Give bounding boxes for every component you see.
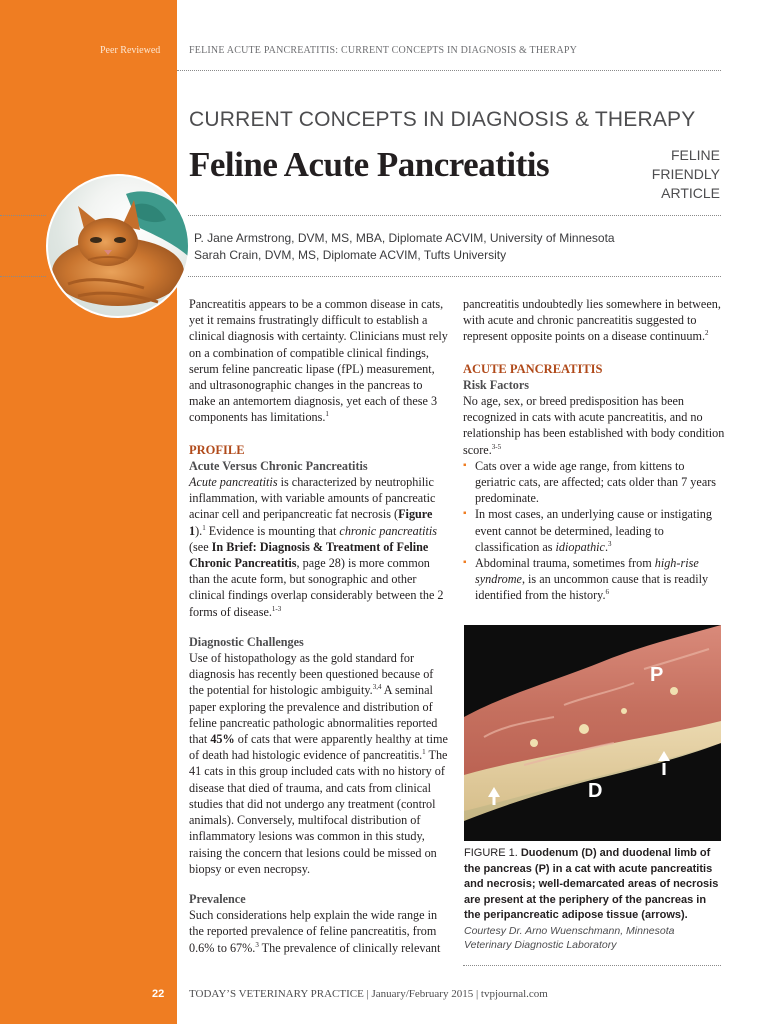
bullet-3-citation: 6 [605, 588, 610, 597]
bullet-2-text: In most cases, an underlying cause or instigating event cannot be determined, leading to classification as [475, 507, 712, 554]
intro-text: Pancreatitis appears to be a common disease in cats, yet it remains frustratingly difficult to establish a clinical diagnosis with certainty. Clinicians must rely on a combination of compatible clinical findings, serum feline pancreatic lipase (fPL) measurement, and ultrasonographic changes in the pancreas to make an antemortem diagnosis, yet each of these 3 components has limitations. [189, 297, 448, 425]
continuation-paragraph [463, 296, 727, 345]
acute-text-1: is characterized by neutrophilic inflammation, with variable amounts of pancreatic acinar cell and peripancreatic fat necrosis ( [189, 475, 436, 522]
diag-citation-1: 3,4 [372, 683, 382, 692]
in-brief-reference[interactable]: In Brief: Diagnosis & Treatment of Feline Chronic Pancreatitis [189, 539, 429, 571]
cont-citation: 2 [705, 329, 709, 338]
bullet-1-text: Cats over a wide age range, from kittens to geriatric cats, are affected; cats older than 7 years predominate. [475, 458, 717, 506]
list-item [463, 555, 727, 604]
acute-text-2: ). [195, 523, 203, 538]
acute-text-5: , page 28) is more common than the acute form, but sonographic and other clinical findings overlap considerably between the 2 forms of disease. [189, 556, 444, 619]
badge-line-2: FRIENDLY [651, 166, 720, 182]
column-1 [189, 296, 451, 956]
bullet-3-text-2: , is an uncommon cause that is readily identified from the history. [475, 572, 709, 603]
peer-reviewed-label: Peer Reviewed [100, 45, 161, 56]
figure-1-link[interactable]: Figure 1 [189, 507, 433, 538]
cat-photo [46, 174, 190, 318]
author-2: Sarah Crain, DVM, MS, Diplomate ACVIM, Tufts University [194, 248, 507, 262]
risk-factor-list [463, 458, 727, 604]
prevalence-paragraph [189, 907, 451, 956]
diagnostic-challenges-heading: Diagnostic Challenges [189, 634, 304, 649]
figure-label-d: D [588, 780, 603, 802]
title-divider [188, 215, 721, 216]
figure-caption-text: Duodenum (D) and duodenal limb of the pancreas (P) in a cat with acute pancreatitis and necrosis; well-demarcated areas of necrosis are present at the periphery of the pancreas in the peripancreatic adipose tissue (arrows). [464, 847, 719, 921]
risk-factors-paragraph [463, 393, 727, 458]
prevalence-heading: Prevalence [189, 891, 246, 906]
prev-citation: 3 [255, 940, 259, 949]
cont-text: pancreatitis undoubtedly lies somewhere in between, with acute and chronic pancreatitis suggested to represent opposite points on a disease continuum. [463, 297, 721, 344]
figure-label-p: P [650, 664, 664, 686]
diag-text-2: A seminal paper exploring the prevalence and distribution of feline pancreatic pathologic abnormalities reported that [189, 683, 438, 747]
intro-citation: 1 [325, 410, 329, 419]
page-footer: TODAY’S VETERINARY PRACTICE | January/February 2015 | tvpjournal.com [189, 988, 548, 1000]
diag-citation-2: 1 [422, 748, 426, 757]
list-item [463, 458, 727, 507]
risk-factors-heading: Risk Factors [463, 377, 530, 392]
acute-text-3: Evidence is mounting that [205, 523, 340, 538]
acute-pancreatitis-heading: ACUTE PANCREATITIS [463, 361, 603, 376]
list-item [463, 506, 727, 555]
bullet-3-text: Abdominal trauma, sometimes from [475, 556, 655, 571]
badge-line-3: ARTICLE [661, 185, 720, 201]
author-list [194, 230, 615, 264]
acute-term: Acute pancreatitis [189, 475, 278, 490]
feline-friendly-badge [652, 146, 720, 203]
orange-sidebar [0, 0, 177, 1024]
authors-divider [188, 276, 721, 277]
author-1: P. Jane Armstrong, DVM, MS, MBA, Diplomate ACVIM, University of Minnesota [194, 231, 615, 245]
bullet-2-end: . [604, 539, 609, 554]
caption-divider [463, 965, 721, 966]
acute-citation-2: 1-3 [271, 604, 282, 613]
figure-1-caption [464, 846, 722, 952]
diagnostic-challenges-paragraph [189, 650, 451, 877]
figure-courtesy: Courtesy Dr. Arno Wuenschmann, Minnesota Veterinary Diagnostic Laboratory [464, 924, 675, 951]
column-2 [463, 296, 727, 604]
header-divider [177, 70, 721, 71]
figure-1-image [464, 625, 721, 841]
badge-line-1: FELINE [670, 147, 720, 163]
bullet-2-citation: 3 [608, 539, 612, 548]
diag-text-1: Use of histopathology as the gold standard for diagnosis has recently been questioned because of the potential for histologic ambiguity. [189, 651, 434, 698]
article-title: Feline Acute Pancreatitis [189, 145, 550, 184]
prev-text-1: Such considerations help explain the wide range in the reported prevalence of feline pancreatitis, from 0.6% to 67%. [189, 908, 438, 955]
article-subtitle: CURRENT CONCEPTS IN DIAGNOSIS & THERAPY [189, 108, 696, 131]
acute-citation-1: 1 [202, 523, 206, 532]
risk-text: No age, sex, or breed predisposition has been recognized in cats with acute pancreatitis, and no relationship has been established with body condition score. [463, 394, 725, 457]
prev-text-2: The prevalence of clinically relevant [258, 940, 441, 955]
left-divider-2 [0, 276, 46, 277]
acute-text-4: (see [189, 539, 212, 554]
acute-vs-chronic-paragraph [189, 474, 451, 620]
left-divider-1 [0, 215, 46, 216]
figure-label: FIGURE 1. [464, 847, 518, 859]
diag-percent: 45% [210, 732, 235, 747]
diag-text-4: The 41 cats in this group included cats with no history of disease that died of trauma, and cats from clinical studies that did not undergo any treatment (control animals). Conversely, multifocal distribution of inflammatory lesions was common in this study, raising the concern that lesions could be missed on biopsy or even necropsy. [189, 748, 448, 876]
acute-vs-chronic-heading: Acute Versus Chronic Pancreatitis [189, 458, 368, 473]
page-number: 22 [152, 988, 165, 1000]
risk-citation: 3-5 [491, 442, 502, 451]
running-header: FELINE ACUTE PANCREATITIS: CURRENT CONCEPTS IN DIAGNOSIS & THERAPY [189, 45, 578, 56]
diag-text-3: of cats that were apparently healthy at time of death had histologic evidence of pancreatitis. [189, 732, 448, 763]
idiopathic-term: idiopathic [555, 539, 605, 554]
intro-paragraph [189, 296, 451, 426]
profile-heading: PROFILE [189, 442, 245, 457]
high-rise-term: high-rise syndrome [475, 556, 699, 587]
chronic-term: chronic pancreatitis [339, 523, 438, 538]
